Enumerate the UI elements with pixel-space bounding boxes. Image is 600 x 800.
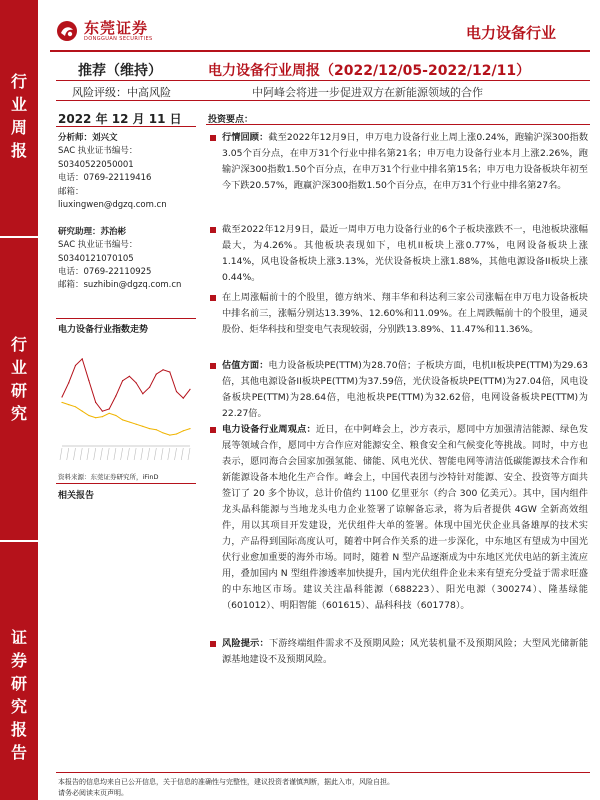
chart-x-tick — [121, 448, 123, 460]
chart-x-tick — [80, 448, 82, 460]
chart-point — [136, 424, 137, 425]
paragraph-body: 在上周涨幅前十的个股里，德方纳米、翔丰华和科达利三家公司涨幅在申万电力设备板块中排名前三，涨幅分别达13.39%、12.60%和11.09%。在上周跌幅前十的个股里，通灵股份、炬华科技和望变电气表现较弱，分别跌13.89%、11.47%和11.36%。 — [222, 292, 588, 335]
footer-disclaimer — [58, 777, 588, 799]
analyst-line: 电话：0769-22110925 — [58, 267, 152, 278]
chart-point — [176, 391, 177, 392]
sidebar-char: 周 — [10, 118, 27, 137]
logo-name-cn: 东莞证券 — [84, 19, 149, 37]
chart-x-tick — [100, 448, 102, 460]
analyst-line: 分析师：刘兴文 — [58, 133, 118, 143]
bullet-square-icon — [210, 363, 216, 369]
investment-paragraph — [210, 358, 588, 422]
chart-x-tick — [148, 448, 150, 460]
chart-x-tick — [181, 448, 183, 460]
paragraph-label: 电力设备行业周观点： — [222, 424, 316, 435]
sidebar-char: 报 — [10, 141, 27, 160]
chart-point — [189, 389, 190, 390]
date-divider — [56, 126, 196, 127]
paragraph-label: 风险提示： — [222, 638, 269, 649]
header-divider — [50, 50, 590, 52]
chart-point — [68, 404, 69, 405]
index-trend-chart — [56, 334, 196, 468]
bullet-square-icon — [210, 295, 216, 301]
chart-point — [142, 426, 143, 427]
chart-point — [88, 415, 89, 416]
sidebar-divider — [0, 540, 38, 542]
chart-point — [176, 433, 177, 434]
subtitle-divider — [56, 100, 590, 101]
chart-x-tick — [94, 448, 96, 460]
chart-divider — [56, 483, 196, 484]
logo-emblem-icon — [56, 20, 78, 42]
chart-x-tick — [107, 448, 109, 460]
footer-line: 请务必阅读末页声明。 — [58, 789, 128, 797]
chart-point — [156, 429, 157, 430]
sidebar-section-research — [0, 333, 38, 425]
analyst-line: liuxingwen@dgzq.com.cn — [58, 200, 167, 211]
analyst-line: S0340121070105 — [58, 253, 134, 264]
footer-divider — [56, 772, 590, 773]
chart-point — [122, 380, 123, 381]
chart-point — [88, 380, 89, 381]
chart-point — [183, 397, 184, 398]
chart-point — [61, 402, 62, 403]
chart-point — [95, 402, 96, 403]
chart-point — [68, 382, 69, 383]
paragraph-body: 近日，在中阿峰会上，沙方表示，愿同中方加强清洁能源、绿色发展等领域合作，愿同中方合作应对能源安全、粮食安全和气候变化等挑战。同时，中方也表示，愿同海合会国家加强氢能、储能、风电光伏、智能电网等清洁低碳能源技术合作和新能源设备本地化生产合作。峰会上，中国代表团与沙特针对能源、安全、投资等方面共签订了 20 多个协议，总计价值约 1100 亿里亚尔（约合 300 亿美元）。其中，国内组件龙头晶科能源与当地龙头电力企业签署了谅解备忘录，将为后者提供 4GW 全新高效组件，用以其项目开发建设，光伏组件大单的签署。体现中国光伏企业具备雄厚的技术实力，产品得到国际高度认可，随着中阿合作关系的进一步深化，中东地区有望成为中国光伏行业愈加重要的海外市场。同时，随着 N 型产品逐渐成为中东地区光伏电站的新主流应用，叠加国内 N 型组件渗透率加快提升，国内光伏组件企业未来有望充分受益于需求旺盛的中东地区市场。建议关注晶科能源（688223）、阳光电源（300274）、隆基绿能（601012）、明阳智能（601615）、晶科科技（601778）。 — [222, 424, 589, 611]
paragraph-text — [222, 422, 588, 614]
chart-x-tick — [127, 448, 129, 460]
sidebar-char: 报 — [10, 720, 27, 739]
analyst-line: SAC 执业证书编号： — [58, 240, 138, 251]
chart-point — [102, 416, 103, 417]
chart-point — [109, 413, 110, 414]
report-subtitle: 中阿峰会将进一步促进双方在新能源领域的合作 — [252, 86, 483, 99]
chart-point — [82, 411, 83, 412]
chart-x-tick — [60, 448, 62, 460]
sidebar-char: 券 — [10, 651, 27, 670]
chart-point — [149, 428, 150, 429]
chart-x-tick — [175, 448, 177, 460]
title-divider — [56, 80, 590, 81]
chart-x-tick — [114, 448, 116, 460]
investment-divider — [206, 124, 590, 125]
sidebar-char: 证 — [10, 628, 27, 647]
analyst-line: 邮箱： — [58, 186, 84, 197]
investment-paragraph — [210, 222, 588, 286]
chart-point — [129, 376, 130, 377]
related-reports-heading: 相关报告 — [58, 491, 95, 501]
investment-paragraph — [210, 290, 588, 338]
sidebar-char: 行 — [10, 72, 27, 91]
chart-point — [169, 435, 170, 436]
chart-point — [136, 382, 137, 383]
chart-x-tick — [73, 448, 75, 460]
paragraph-text — [222, 636, 588, 668]
company-logo — [56, 20, 153, 42]
chart-source: 资料来源：东莞证券研究所，iFinD — [58, 473, 159, 481]
investment-paragraph — [210, 422, 588, 614]
chart-point — [115, 415, 116, 416]
chart-point — [129, 421, 130, 422]
paragraph-body: 截至2022年12月9日，最近一周申万电力设备行业的6个子板块涨跌不一，电池板块涨幅最大，为4.26%。其他板块表现如下，电机II板块上涨0.77%，电网设备板块上涨1.14%，风电设备板块上涨3.13%，光伏设备板块上涨1.88%，其他电源设备II板块上涨0.44%。 — [222, 224, 588, 283]
analyst-line — [58, 212, 204, 225]
chart-point — [61, 396, 62, 397]
chart-x-tick — [168, 448, 170, 460]
bullet-square-icon — [210, 227, 216, 233]
sidebar-section-report — [0, 626, 38, 764]
bullet-square-icon — [210, 427, 216, 433]
paragraph-body: 截至2022年12月9日，申万电力设备行业上周上涨0.24%，跑输沪深300指数3.05个百分点，在申万31个行业中排名第21名；申万电力设备行业本月上涨2.26%，跑输沪深300指数1.50个百分点，在申万31个行业中排名第15名；申万电力设备板块年初至今下跌20.57%，跑赢沪深300指数1.50个百分点，在申万31个行业中排名第27名。 — [222, 132, 589, 191]
analyst-line: 研究助理：苏治彬 — [58, 226, 127, 237]
chart-point — [75, 406, 76, 407]
chart-x-tick — [161, 448, 163, 460]
sidebar-char: 告 — [10, 743, 27, 762]
investment-paragraph — [210, 130, 588, 194]
paragraph-label: 估值方面： — [222, 360, 269, 371]
chart-point — [95, 417, 96, 418]
chart-x-tick — [154, 448, 156, 460]
paragraph-text — [222, 222, 588, 286]
footer-line: 本报告的信息均来自已公开信息，关于信息的准确性与完整性，建议投资者谨慎判断，据此入市，风险自担。 — [58, 778, 394, 786]
analyst-line: SAC 执业证书编号： — [58, 146, 138, 157]
chart-point — [102, 411, 103, 412]
investment-points-heading: 投资要点： — [208, 115, 254, 125]
sidebar-char: 行 — [10, 335, 27, 354]
chart-series-line-0 — [62, 359, 190, 411]
chart-point — [82, 358, 83, 359]
chart-point — [156, 374, 157, 375]
sidebar-divider — [0, 236, 38, 238]
paragraph-text — [222, 290, 588, 338]
report-date: 2022 年 12 月 11 日 — [58, 112, 182, 126]
industry-title: 电力设备行业 — [465, 24, 556, 42]
chart-point — [122, 419, 123, 420]
analyst-divider — [56, 318, 196, 319]
chart-point — [162, 432, 163, 433]
chart-point — [162, 369, 163, 370]
sidebar-char: 业 — [10, 95, 27, 114]
bullet-square-icon — [210, 135, 216, 141]
paragraph-body: 电力设备板块PE(TTM)为28.70倍；子板块方面，电机II板块PE(TTM)为29.63倍，其他电源设备II板块PE(TTM)为37.59倍，光伏设备板块PE(TTM)为27.04倍，风电设备板块PE(TTM)为28.64倍，电池板块PE(TTM)为32.62倍，电网设备板块PE(TTM)为22.27倍。 — [222, 360, 589, 419]
rating-label: 推荐（维持） — [78, 63, 162, 79]
sidebar — [0, 0, 38, 800]
sidebar-char: 业 — [10, 358, 27, 377]
paragraph-label: 行情回顾： — [222, 132, 269, 143]
sidebar-char: 研 — [10, 674, 27, 693]
investment-paragraph — [210, 636, 588, 668]
paragraph-text — [222, 358, 588, 422]
chart-point — [183, 430, 184, 431]
chart-point — [169, 371, 170, 372]
paragraph-body: 下游终端组件需求不及预期风险；风光装机量不及预期风险；大型风光储新能源基地建设不及预期风险。 — [222, 638, 589, 665]
risk-rating: 风险评级：中高风险 — [72, 86, 171, 99]
bullet-square-icon — [210, 641, 216, 647]
chart-x-tick — [67, 448, 69, 460]
report-title: 电力设备行业周报（2022/12/05-2022/12/11） — [208, 63, 531, 79]
chart-point — [75, 365, 76, 366]
chart-x-tick — [134, 448, 136, 460]
chart-title: 电力设备行业指数走势 — [58, 325, 149, 335]
paragraph-text — [222, 130, 588, 194]
chart-point — [115, 395, 116, 396]
logo-name-en: DONGGUAN SECURITIES — [84, 36, 153, 42]
chart-point — [149, 387, 150, 388]
chart-x-tick — [87, 448, 89, 460]
chart-x-tick — [141, 448, 143, 460]
chart-series-line-1 — [62, 402, 190, 435]
analyst-line: 邮箱：suzhibin@dgzq.com.cn — [58, 280, 182, 291]
analyst-line: 电话：0769-22119416 — [58, 173, 152, 184]
analyst-line: S0340522050001 — [58, 159, 134, 170]
chart-point — [109, 408, 110, 409]
sidebar-char: 究 — [10, 404, 27, 423]
sidebar-section-weekly — [0, 70, 38, 162]
chart-x-tick — [188, 448, 190, 460]
chart-point — [189, 428, 190, 429]
chart-point — [142, 393, 143, 394]
analyst-info — [58, 132, 204, 293]
sidebar-char: 究 — [10, 697, 27, 716]
sidebar-char: 研 — [10, 381, 27, 400]
